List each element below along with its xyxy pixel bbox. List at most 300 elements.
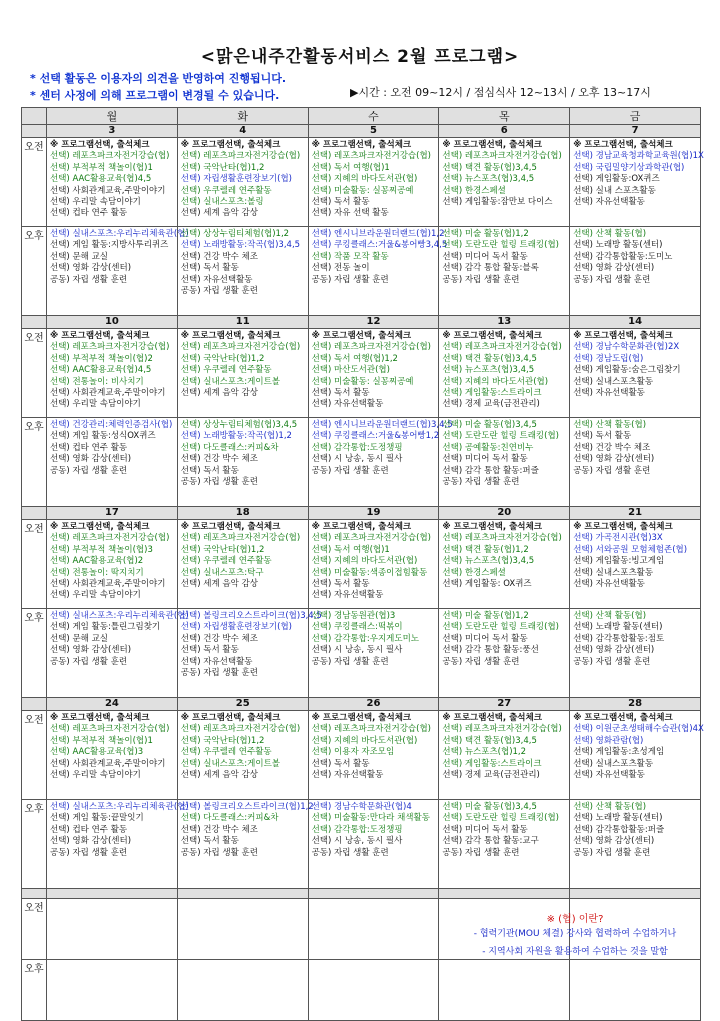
program-item: 선택) 레포츠파크자전거강습(협) bbox=[311, 151, 431, 162]
program-item: ※ 프로그램선택, 출석체크 bbox=[180, 522, 281, 532]
program-item: 선택) 택견 활동(협)3,4,5 bbox=[442, 162, 537, 173]
afternoon-label: 오후 bbox=[22, 960, 47, 1021]
program-item: 선택) 감각통합:도정챙핑 bbox=[311, 824, 403, 835]
program-item: 선택) 영화관람(협) bbox=[573, 735, 644, 746]
program-item: 공동) 자립 생활 훈련 bbox=[50, 465, 128, 476]
program-item: 선택) 부적부적 책놀이(협)2 bbox=[50, 353, 153, 364]
program-item: 선택) 국악난타(협)1,2 bbox=[180, 735, 265, 746]
program-item: 선택) 실내스포츠:우리누리체육관(협) bbox=[50, 229, 189, 239]
program-item: 선택) 뉴스포츠(협)3,4,5 bbox=[442, 365, 535, 376]
program-item: 공동) 자립 생활 훈련 bbox=[180, 286, 258, 297]
program-item: 선택) 국악난타(협)1,2 bbox=[180, 162, 265, 173]
program-item: 선택) 실내스포츠:볼링 bbox=[180, 197, 264, 208]
program-list bbox=[309, 138, 439, 228]
program-item: 공동) 자립 생활 훈련 bbox=[442, 477, 520, 488]
date-number: 10 bbox=[47, 316, 178, 329]
program-item: 선택) 산책 활동(협) bbox=[573, 229, 647, 239]
program-item: ※ 프로그램선택, 출석체크 bbox=[311, 331, 412, 341]
program-list bbox=[439, 227, 569, 317]
program-cell bbox=[47, 711, 178, 800]
program-cell bbox=[439, 138, 570, 227]
program-cell bbox=[47, 418, 178, 507]
program-item: 공동) 자립 생활 훈련 bbox=[311, 465, 389, 476]
program-item: 선택) 게임활동:잠만보 다이스 bbox=[442, 197, 553, 208]
program-item: 선택) 가곡전시관(협)3X bbox=[573, 533, 663, 544]
program-item: 선택) 경제 교육(금전관리) bbox=[442, 770, 540, 781]
program-item: 선택) 게임활동:숨은그림찾기 bbox=[573, 365, 681, 376]
date-row-label bbox=[22, 125, 47, 138]
program-list bbox=[178, 609, 322, 699]
date-row bbox=[22, 698, 701, 711]
program-item: 선택) 사회관계교육,주말이야기 bbox=[50, 758, 166, 769]
program-item: 선택) 감각통합활동:도미노 bbox=[573, 251, 673, 262]
program-item: 선택) 컵타 연주 활동 bbox=[50, 442, 128, 453]
program-item: 선택) 영화 감상(센터) bbox=[573, 263, 655, 274]
program-item: 선택) 우쿠렐레 연주활동 bbox=[180, 185, 272, 196]
program-item: 선택) 상상누림티체험(협)1,2 bbox=[180, 229, 290, 239]
program-item: 선택) 레포츠파크자전거강습(협) bbox=[311, 533, 431, 544]
program-item: 선택) 볼링크리오스트라이크(협)3,4,5 bbox=[180, 611, 322, 621]
program-item: ※ 프로그램선택, 출석체크 bbox=[50, 522, 150, 532]
blank-cell bbox=[47, 960, 178, 1021]
note-line-1: * 선택 활동은 이용자의 의견을 반영하여 진행됩니다. bbox=[30, 72, 287, 85]
program-item: 선택) 뉴스포츠(협)1,2 bbox=[442, 747, 527, 758]
program-cell bbox=[570, 711, 704, 800]
program-item: 공동) 자립 생활 훈련 bbox=[311, 656, 389, 667]
program-list bbox=[47, 800, 189, 890]
program-item: 선택) 게임활동:스트라이크 bbox=[442, 758, 542, 769]
program-item: 공동) 자립 생활 훈련 bbox=[311, 274, 389, 285]
program-cell bbox=[439, 329, 570, 418]
program-item: 선택) 세계 음악 감상 bbox=[180, 208, 258, 219]
program-item: 선택) 게임활동:OX퀴즈 bbox=[573, 174, 660, 185]
program-item: 선택) 레포츠파크자전거강습(협) bbox=[442, 533, 562, 544]
program-item: 선택) 뉴스포츠(협)3,4,5 bbox=[442, 174, 535, 185]
program-list bbox=[309, 227, 448, 317]
date-number: 20 bbox=[439, 507, 570, 520]
program-item: 선택) 미술활동: 실꽁찌공예 bbox=[311, 376, 414, 387]
program-item: 선택) 전통놀이: 비사치기 bbox=[50, 376, 144, 387]
program-list bbox=[570, 227, 700, 317]
program-item: 선택) 노래방 활동(센터) bbox=[573, 240, 663, 251]
program-item: ※ 프로그램선택, 출석체크 bbox=[180, 713, 281, 723]
program-item: 선택) 레포츠파크자전거강습(협) bbox=[311, 342, 431, 353]
program-item: 공동) 자립 생활 훈련 bbox=[180, 847, 258, 858]
program-item: 선택) 택견 활동(협)1,2 bbox=[442, 544, 529, 555]
morning-label: 오전 bbox=[22, 329, 47, 418]
date-number: 19 bbox=[308, 507, 439, 520]
program-list bbox=[309, 711, 439, 801]
program-list bbox=[178, 520, 308, 610]
program-item: 공동) 자립 생활 훈련 bbox=[50, 847, 128, 858]
date-number: 4 bbox=[177, 125, 308, 138]
program-item: 공동) 자립 생활 훈련 bbox=[573, 465, 651, 476]
program-list bbox=[570, 520, 700, 610]
program-list bbox=[47, 711, 177, 801]
program-list bbox=[178, 800, 314, 890]
program-item: 선택) 감각통합활동:퍼즐 bbox=[573, 824, 665, 835]
program-item: 선택) 노래방 활동(센터) bbox=[573, 813, 663, 824]
program-item: 선택) 게임활동:빙고게임 bbox=[573, 556, 665, 567]
am-row bbox=[22, 329, 701, 418]
program-item: 선택) 사회관계교육,주말이야기 bbox=[50, 579, 166, 590]
weekday-header: 수 bbox=[308, 108, 439, 125]
weekday-header-row bbox=[22, 108, 701, 125]
afternoon-label: 오후 bbox=[22, 418, 47, 507]
date-row-label bbox=[22, 698, 47, 711]
program-item: 선택) 감각 통합 활동:블록 bbox=[442, 263, 539, 274]
program-item: 선택) 한경스페셜 bbox=[442, 185, 506, 196]
date-number: 28 bbox=[570, 698, 701, 711]
blank-cell bbox=[570, 960, 701, 1021]
program-item: 선택) 독서 여행(협)1 bbox=[311, 162, 390, 173]
date-number: 25 bbox=[177, 698, 308, 711]
program-item: 선택) 지혜의 바다도서관(협) bbox=[442, 376, 549, 387]
program-item: 선택) 독서 활동 bbox=[180, 465, 239, 476]
program-cell bbox=[177, 418, 308, 507]
program-item: 선택) 실내스포츠:우리누리체육관(협) bbox=[50, 802, 189, 812]
program-item: 선택) 실내스포츠:게이트볼 bbox=[180, 758, 281, 769]
program-cell bbox=[47, 138, 178, 227]
program-list bbox=[439, 711, 569, 801]
pm-row bbox=[22, 800, 701, 889]
program-item: 선택) 독서 활동 bbox=[311, 579, 370, 590]
program-item: 선택) 영화 감상(센터) bbox=[50, 645, 132, 656]
program-item: 선택) 경남도립(협) bbox=[573, 353, 644, 364]
program-item: 선택) 국립밀양기상과학관(협) bbox=[573, 162, 685, 173]
program-item: 선택) 실내스포츠활동 bbox=[573, 758, 654, 769]
date-row bbox=[22, 125, 701, 138]
date-number: 3 bbox=[47, 125, 178, 138]
program-item: 선택) 독서 활동 bbox=[311, 388, 370, 399]
program-item: 선택) 건강 박수 체조 bbox=[180, 633, 258, 644]
program-item: 선택) 노래방활동:작곡(협)3,4,5 bbox=[180, 240, 301, 251]
weekday-header: 금 bbox=[570, 108, 701, 125]
program-item: 선택) 미술 활동(협)3,4,5 bbox=[442, 802, 537, 812]
program-cell bbox=[177, 329, 308, 418]
program-item: 선택) 영화 감상(센터) bbox=[573, 836, 655, 847]
program-item: 선택) 독서 활동 bbox=[180, 263, 239, 274]
program-item: 공동) 자립 생활 훈련 bbox=[180, 477, 258, 488]
program-item: 선택) 부적부적 책놀이(협)1 bbox=[50, 162, 153, 173]
program-item: 선택) 작품 모작 활동 bbox=[311, 251, 389, 262]
program-cell bbox=[47, 609, 189, 698]
page-title: <맑은내주간활동서비스 2월 프로그램> bbox=[200, 47, 520, 67]
date-number: 26 bbox=[308, 698, 439, 711]
program-item: 선택) 경남수학문화관(협)4 bbox=[311, 802, 412, 812]
program-item: 선택) 도란도란 힐링 트래킹(협) bbox=[442, 240, 559, 251]
program-cell bbox=[570, 418, 701, 507]
program-item: 공동) 자립 생활 훈련 bbox=[50, 656, 128, 667]
program-item: 선택) 시 낭송, 동시 필사 bbox=[311, 645, 403, 656]
program-item: 선택) 미술활동:만다라 채색활동 bbox=[311, 813, 430, 824]
program-item: 선택) 지혜의 바다도서관(협) bbox=[311, 174, 418, 185]
program-item: 선택) 산책 활동(협) bbox=[573, 611, 647, 621]
program-item: 선택) 감각 통합 활동:퍼즐 bbox=[442, 465, 539, 476]
morning-label: 오전 bbox=[22, 711, 47, 800]
program-list bbox=[570, 329, 700, 419]
legend-line: - 지역사회 자원을 활용하여 수업하는 것을 말함 bbox=[482, 947, 668, 957]
date-number: 11 bbox=[177, 316, 308, 329]
program-item: 선택) 감각 통합 활동:풍선 bbox=[442, 645, 539, 656]
program-item: 선택) 실내 스포츠활동 bbox=[573, 185, 656, 196]
program-item: 선택) 게임활동:스트라이크 bbox=[442, 388, 542, 399]
date-number: 21 bbox=[570, 507, 701, 520]
program-item: 선택) AAC활용교육(협)3 bbox=[50, 747, 144, 758]
program-cell bbox=[47, 329, 178, 418]
program-cell bbox=[570, 227, 701, 316]
program-item: 선택) 게임 활동:끝말잇기 bbox=[50, 813, 144, 824]
program-item: 선택) 컵타 연주 활동 bbox=[50, 208, 128, 219]
pm-row bbox=[22, 609, 701, 698]
program-cell bbox=[570, 520, 701, 609]
program-item: 선택) 영화 감상(센터) bbox=[573, 454, 655, 465]
program-list bbox=[439, 520, 569, 610]
program-item: 선택) 시 낭송, 동시 필사 bbox=[311, 454, 403, 465]
blank-cell bbox=[47, 899, 178, 960]
corner-cell bbox=[22, 108, 47, 125]
date-row bbox=[22, 316, 701, 329]
program-cell bbox=[177, 138, 308, 227]
program-list bbox=[47, 418, 177, 508]
program-item: ※ 프로그램선택, 출석체크 bbox=[311, 522, 412, 532]
program-item: 선택) 컵타 연주 활동 bbox=[50, 824, 128, 835]
program-item: 공동) 자립 생활 훈련 bbox=[50, 274, 128, 285]
program-item: 선택) 엔시니브라운원더랜드(협)3,4,5 bbox=[311, 420, 453, 430]
program-item: 선택) 서와공원 모험체험존(협) bbox=[573, 544, 688, 555]
program-item: 선택) 도란도란 힐링 트래킹(협) bbox=[442, 431, 559, 442]
program-item: ※ 프로그램선택, 출석체크 bbox=[50, 713, 150, 723]
program-item: 선택) 우리말 속담이야기 bbox=[50, 770, 141, 781]
program-cell bbox=[177, 609, 322, 698]
program-item: 선택) 세계 음악 감상 bbox=[180, 388, 258, 399]
program-item: 선택) 레포츠파크자전거강습(협) bbox=[50, 151, 170, 162]
program-item: 공동) 자립 생활 훈련 bbox=[573, 656, 651, 667]
program-item: 선택) 우리말 속담이야기 bbox=[50, 399, 141, 410]
program-item: 선택) 미디어 독서 활동 bbox=[442, 633, 528, 644]
program-list bbox=[439, 418, 569, 508]
legend-title: ※ (협) 이란? bbox=[546, 914, 604, 925]
program-cell bbox=[570, 800, 701, 889]
program-cell bbox=[308, 227, 448, 316]
program-item: 선택) 게임 활동:성식OX퀴즈 bbox=[50, 431, 156, 442]
date-number: 17 bbox=[47, 507, 178, 520]
program-item: 선택) 독서 여행(협)1 bbox=[311, 544, 390, 555]
program-item: 선택) 실내스포츠:게이트볼 bbox=[180, 376, 281, 387]
blank-pm-row bbox=[22, 960, 701, 1021]
program-item: 선택) 사회관계교육,주말이야기 bbox=[50, 185, 166, 196]
program-cell bbox=[308, 418, 453, 507]
date-number: 5 bbox=[308, 125, 439, 138]
program-item: 공동) 자립 생활 훈련 bbox=[573, 847, 651, 858]
program-item: 선택) 마산도서관(협) bbox=[311, 365, 390, 376]
program-cell bbox=[308, 138, 439, 227]
program-list bbox=[47, 227, 189, 317]
program-item: 선택) AAC활용교육(협)2 bbox=[50, 556, 144, 567]
program-item: 선택) 자유선택활동 bbox=[180, 274, 253, 285]
program-item: 선택) 택견 활동(협)3,4,5 bbox=[442, 353, 537, 364]
program-item: 공동) 자립 생활 훈련 bbox=[573, 274, 651, 285]
program-item: 선택) 영화 감상(센터) bbox=[573, 645, 655, 656]
program-item: 선택) 독서 활동 bbox=[180, 836, 239, 847]
program-item: 선택) 도란도란 힐링 트래킹(협) bbox=[442, 813, 559, 824]
program-list bbox=[439, 609, 569, 699]
program-item: 선택) 감각 통합 활동:교구 bbox=[442, 836, 539, 847]
program-item: 선택) 볼링크리오스트라이크(협)1,2 bbox=[180, 802, 314, 812]
program-item: ※ 프로그램선택, 출석체크 bbox=[180, 331, 281, 341]
program-list bbox=[309, 418, 453, 508]
program-item: ※ 프로그램선택, 출석체크 bbox=[442, 522, 542, 532]
am-row bbox=[22, 520, 701, 609]
program-cell bbox=[570, 138, 704, 227]
program-item: ※ 프로그램선택, 출석체크 bbox=[573, 331, 673, 341]
schedule-table bbox=[21, 107, 704, 1021]
program-item: 선택) 레포츠파크자전거강습(협) bbox=[180, 533, 301, 544]
program-item: 선택) 레포츠파크자전거강습(협) bbox=[50, 342, 170, 353]
afternoon-label: 오후 bbox=[22, 609, 47, 698]
date-row bbox=[22, 507, 701, 520]
program-item: 선택) 미술 활동(협)1,2 bbox=[442, 611, 529, 621]
program-item: 선택) 미술 활동(협)3,4,5 bbox=[442, 420, 537, 430]
program-item: 선택) 미디어 독서 활동 bbox=[442, 251, 528, 262]
blank-cell bbox=[439, 960, 570, 1021]
program-cell bbox=[439, 609, 570, 698]
program-item: 선택) 감각통합:우지게도미노 bbox=[311, 633, 420, 644]
program-cell bbox=[47, 227, 189, 316]
program-item: 선택) 국악난타(협)1,2 bbox=[180, 353, 265, 364]
program-list bbox=[178, 227, 308, 317]
program-item: 선택) 독서 활동 bbox=[311, 758, 370, 769]
program-item: 선택) 레포츠파크자전거강습(협) bbox=[442, 151, 562, 162]
program-item: 선택) 노래방 활동(센터) bbox=[573, 622, 663, 633]
program-item: 선택) 우리말 속담이야기 bbox=[50, 590, 141, 601]
program-item: 선택) 레포츠파크자전거강습(협) bbox=[442, 342, 562, 353]
program-list bbox=[570, 800, 700, 890]
program-item: 선택) 자유선택활동 bbox=[573, 388, 645, 399]
program-item: 선택) 감각통합활동:점토 bbox=[573, 633, 665, 644]
program-item: 선택) 레포츠파크자전거강습(협) bbox=[180, 342, 301, 353]
program-item: 선택) 지혜의 바다도서관(협) bbox=[311, 556, 418, 567]
weekday-header: 목 bbox=[439, 108, 570, 125]
program-list bbox=[47, 609, 189, 699]
program-item: ※ 프로그램선택, 출석체크 bbox=[311, 140, 412, 150]
morning-label: 오전 bbox=[22, 899, 47, 960]
program-item: ※ 프로그램선택, 출석체크 bbox=[442, 140, 542, 150]
program-cell bbox=[308, 329, 439, 418]
program-item: 선택) 우리말 속담이야기 bbox=[50, 197, 141, 208]
program-item: 선택) 영화 감상(센터) bbox=[50, 263, 132, 274]
program-item: 선택) 게임활동:초성게임 bbox=[573, 747, 665, 758]
program-item: 선택) 다도클래스:커피&차 bbox=[180, 442, 279, 453]
program-list bbox=[309, 609, 439, 699]
program-item: 공동) 자립 생활 훈련 bbox=[442, 274, 520, 285]
program-item: 공동) 자립 생활 훈련 bbox=[442, 847, 520, 858]
program-item: 선택) 우쿠렐레 연주활동 bbox=[180, 556, 272, 567]
program-item: 선택) 자립생활훈련장보기(협) bbox=[180, 622, 292, 633]
program-item: 선택) 세계 음악 감상 bbox=[180, 770, 258, 781]
program-item: 선택) 게임 활동:틀린그림찾기 bbox=[50, 622, 161, 633]
program-item: 선택) 한경스페셜 bbox=[442, 567, 506, 578]
afternoon-label: 오후 bbox=[22, 800, 47, 889]
program-item: 선택) 영화 감상(센터) bbox=[50, 836, 132, 847]
program-list bbox=[570, 138, 704, 228]
program-item: ※ 프로그램선택, 출석체크 bbox=[442, 713, 542, 723]
program-cell bbox=[177, 711, 308, 800]
program-item: 공동) 자립 생활 훈련 bbox=[180, 668, 258, 679]
program-item: ※ 프로그램선택, 출석체크 bbox=[180, 140, 281, 150]
program-item: 선택) 건강 박수 체조 bbox=[180, 251, 258, 262]
program-item: ※ 프로그램선택, 출석체크 bbox=[573, 713, 673, 723]
program-item: 선택) 부적부적 책놀이(협)1 bbox=[50, 735, 153, 746]
program-item: 선택) 세계 음악 감상 bbox=[180, 579, 258, 590]
program-item: 선택) 시 낭송, 동시 필사 bbox=[311, 836, 403, 847]
program-item: 선택) 자유선택활동 bbox=[573, 770, 645, 781]
program-item: 선택) 국악난타(협)1,2 bbox=[180, 544, 265, 555]
program-item: 선택) 쿠킹클래스:거울&봉어빵1,2 bbox=[311, 431, 440, 442]
program-item: 선택) 미디어 독서 활동 bbox=[442, 824, 528, 835]
blank-cell bbox=[177, 960, 308, 1021]
am-row bbox=[22, 711, 701, 800]
date-row-label bbox=[22, 316, 47, 329]
program-item: 선택) 자유선택활동 bbox=[311, 770, 384, 781]
weekday-header: 월 bbox=[47, 108, 178, 125]
program-item: 선택) 사회관계교육,주말이야기 bbox=[50, 388, 166, 399]
date-row-label bbox=[22, 507, 47, 520]
program-item: ※ 프로그램선택, 출석체크 bbox=[442, 331, 542, 341]
program-item: 선택) 레포츠파크자전거강습(협) bbox=[442, 724, 562, 735]
program-item: 공동) 자립 생활 훈련 bbox=[311, 847, 389, 858]
date-number: 27 bbox=[439, 698, 570, 711]
afternoon-label: 오후 bbox=[22, 227, 47, 316]
program-item: 선택) 전동 놀이 bbox=[311, 263, 370, 274]
program-item: 선택) 엔시니브라운원더랜드(협)1,2 bbox=[311, 229, 445, 239]
program-item: 선택) 산책 활동(협) bbox=[573, 420, 647, 430]
spacer-row bbox=[22, 889, 701, 899]
program-item: 선택) 실내스포츠활동 bbox=[573, 376, 654, 387]
program-list bbox=[47, 138, 177, 228]
program-item: 선택) 자유 선택 활동 bbox=[311, 208, 389, 219]
program-item: 선택) 게임활동: OX퀴즈 bbox=[442, 579, 532, 590]
program-item: ※ 프로그램선택, 출석체크 bbox=[50, 331, 150, 341]
program-item: 선택) 실내스포츠활동 bbox=[573, 567, 654, 578]
program-cell bbox=[570, 609, 701, 698]
note-line-2: * 센터 사정에 의해 프로그램이 변경될 수 있습니다. bbox=[30, 89, 280, 102]
program-item: 선택) 뉴스포츠(협)3,4,5 bbox=[442, 556, 535, 567]
program-list bbox=[178, 418, 308, 508]
program-item: 선택) 감각통합:도정챙핑 bbox=[311, 442, 403, 453]
program-cell bbox=[439, 520, 570, 609]
program-item: 선택) 실내스포츠:우리누리체육관(협) bbox=[50, 611, 189, 621]
program-cell bbox=[439, 711, 570, 800]
program-item: 선택) 산책 활동(협) bbox=[573, 802, 647, 812]
program-list bbox=[439, 138, 569, 228]
program-item: 선택) 건강 박수 체조 bbox=[180, 824, 258, 835]
program-list bbox=[570, 418, 700, 508]
program-item: 선택) 전통놀이: 딱지치기 bbox=[50, 567, 144, 578]
program-item: 선택) 독서 활동 bbox=[573, 431, 632, 442]
program-list bbox=[439, 329, 569, 419]
program-item: ※ 프로그램선택, 출석체크 bbox=[311, 713, 412, 723]
program-item: 선택) 독서 활동 bbox=[311, 197, 370, 208]
morning-label: 오전 bbox=[22, 520, 47, 609]
program-item: 선택) 경남수학문화관(협)2X bbox=[573, 342, 680, 353]
program-cell bbox=[439, 800, 570, 889]
pm-row bbox=[22, 418, 701, 507]
program-item: 선택) 우쿠렐레 연주활동 bbox=[180, 365, 272, 376]
program-cell bbox=[308, 800, 439, 889]
spacer-cell bbox=[570, 889, 701, 899]
date-number: 14 bbox=[570, 316, 701, 329]
